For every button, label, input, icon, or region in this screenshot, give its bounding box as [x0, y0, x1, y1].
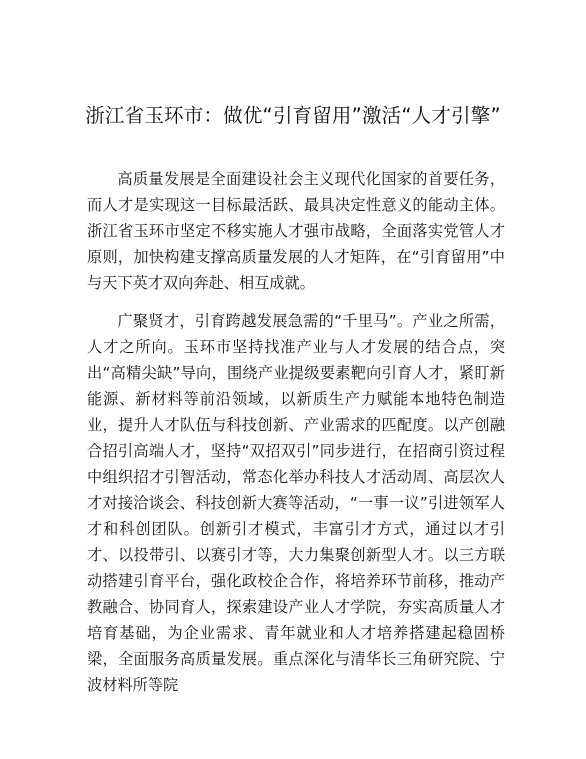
document-body: [87, 166, 505, 698]
document-title: 浙江省玉环市：做优“引育留用”激活“人才引擎”: [85, 104, 501, 127]
paragraph-talent-attraction: 广聚贤才，引育跨越发展急需的“千里马”。产业之所需，人才之所向。玉环市坚持找准产业与人才发展的结合点，突出“高精尖缺”导向，围绕产业提级要素靶向引育人才，紧盯新能源、新材料等前沿领域，以新质生产力赋能本地特色制造业，提升人才队伍与科技创新、产业需求的匹配度。以产创融合招引高端人才，坚持“双招双引”同步进行，在招商引资过程中组织招才引智活动，常态化举办科技人才活动周、高层次人才对接洽谈会、科技创新大赛等活动，“一事一议”引进领军人才和科创团队。创新引才模式，丰富引才方式，通过以才引才、以投带引、以赛引才等，大力集聚创新型人才。以三方联动搭建引育平台，强化政校企合作，将培养环节前移，推动产教融合、协同育人，探索建设产业人才学院，夯实高质量人才培育基础，为企业需求、青年就业和人才培养搭建起稳固桥梁，全面服务高质量发展。重点深化与清华长三角研究院、宁波材料所等院: [87, 312, 505, 694]
paragraph-intro: 高质量发展是全面建设社会主义现代化国家的首要任务，而人才是实现这一目标最活跃、最具决定性意义的能动主体。浙江省玉环市坚定不移实施人才强市战略，全面落实党管人才原则，加快构建支撑高质量发展的人才矩阵，在“引育留用”中与天下英才双向奔赴、相互成就。: [87, 170, 505, 292]
